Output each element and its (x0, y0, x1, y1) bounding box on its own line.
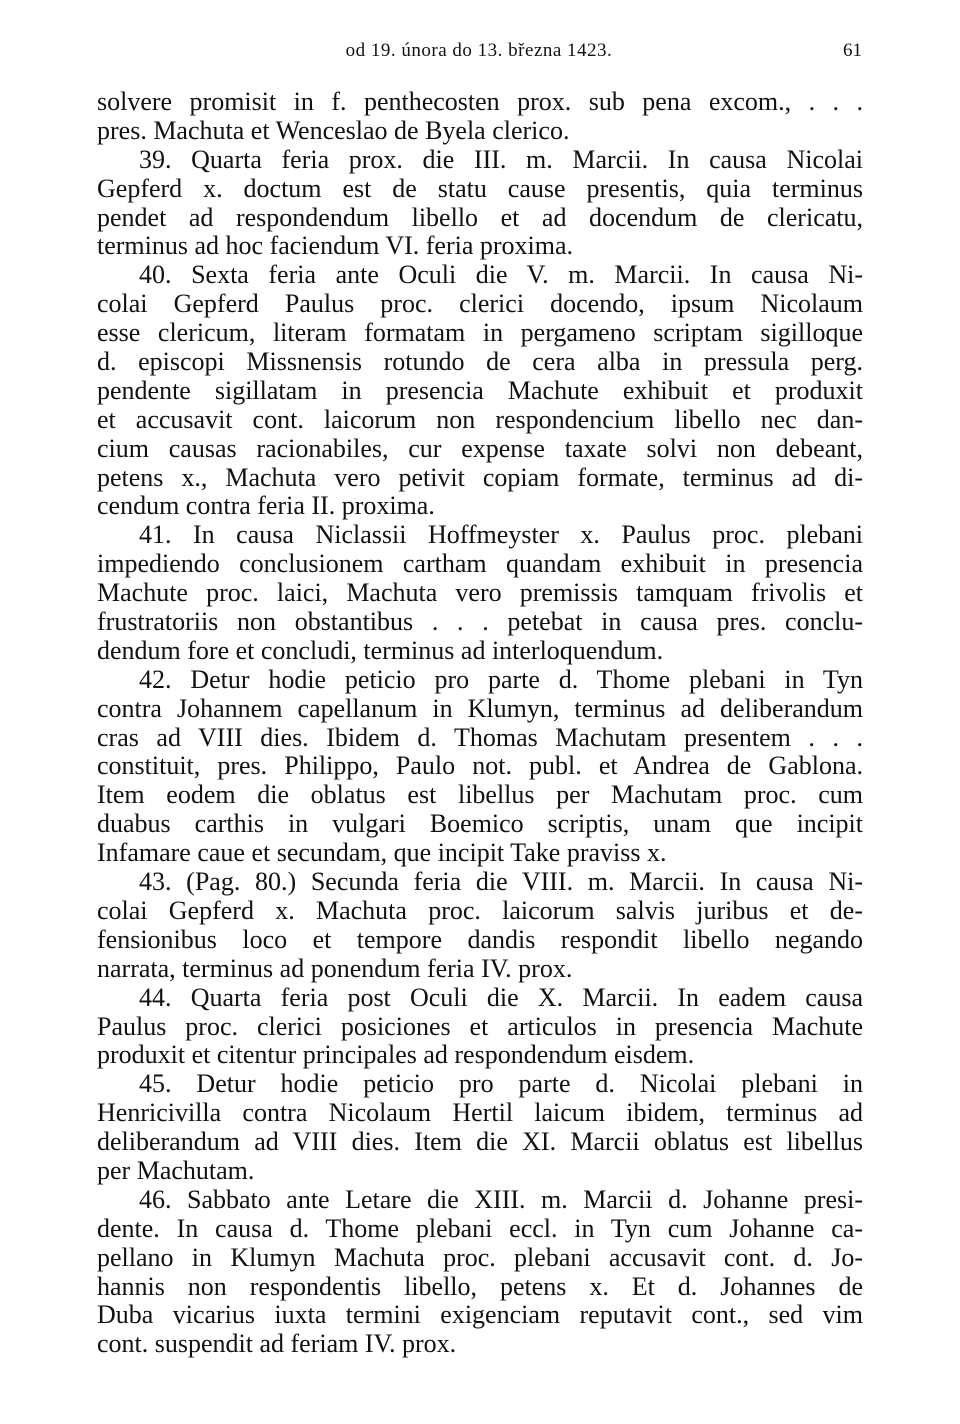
text-line: colai Gepferd x. Machuta proc. laicorum salvis juribus et de- (97, 895, 863, 925)
text-line: Infamare caue et secundam, que incipit Take praviss x. (97, 838, 667, 868)
text-line: Gepferd x. doctum est de statu cause presentis, quia terminus (97, 173, 863, 203)
text-line: dente. In causa d. Thome plebani eccl. in Tyn cum Johanne ca- (97, 1213, 863, 1243)
text-line: terminus ad hoc faciendum VI. feria proxima. (97, 231, 574, 261)
text-line: impediendo conclusionem cartham quandam exhibuit in presencia (97, 549, 863, 579)
text-line: Item eodem die oblatus est libellus per Machutam proc. cum (97, 780, 863, 810)
text-line: duabus carthis in vulgari Boemico scriptis, unam que incipit (97, 809, 863, 839)
text-line: pres. Machuta et Wenceslao de Byela clerico. (97, 115, 570, 145)
text-line: deliberandum ad VIII dies. Item die XI. Marcii oblatus est libellus (97, 1127, 863, 1157)
text-line: solvere promisit in f. penthecosten prox. sub pena excom., . . . (97, 87, 863, 116)
text-line: 43. (Pag. 80.) Secunda feria die VIII. m. Marcii. In causa Ni- (139, 867, 863, 897)
text-line: Paulus proc. clerici posiciones et articulos in presencia Machute (97, 1011, 863, 1041)
text-line: cont. suspendit ad feriam IV. prox. (97, 1329, 457, 1359)
text-line: Henricivilla contra Nicolaum Hertil laicum ibidem, terminus ad (97, 1098, 863, 1128)
text-line: cium causas racionabiles, cur expense taxate solvi non debeant, (97, 433, 863, 463)
text-line: cras ad VIII dies. Ibidem d. Thomas Machutam presentem . . . (97, 722, 863, 752)
text-line: per Machutam. (97, 1155, 255, 1185)
text-line: contra Johannem capellanum in Klumyn, terminus ad deliberandum (97, 693, 863, 723)
text-line: colai Gepferd Paulus proc. clerici docendo, ipsum Nicolaum (97, 289, 863, 319)
page-number: 61 (843, 40, 862, 61)
text-line: fensionibus loco et tempore dandis respondit libello negando (97, 924, 863, 954)
text-line: 39. Quarta feria prox. die III. m. Marcii. In causa Nicolai (139, 144, 863, 174)
text-line: Machute proc. laici, Machuta vero premissis tamquam frivolis et (97, 578, 863, 608)
running-title: od 19. února do 13. března 1423. (345, 40, 613, 61)
text-line: cendum contra feria II. proxima. (97, 491, 435, 521)
text-line: 41. In causa Niclassii Hoffmeyster x. Paulus proc. plebani (139, 520, 863, 550)
text-line: 40. Sexta feria ante Oculi die V. m. Marcii. In causa Ni- (139, 260, 863, 290)
text-line: dendum fore et concludi, terminus ad interloquendum. (97, 635, 664, 665)
text-line: narrata, terminus ad ponendum feria IV. prox. (97, 953, 573, 983)
text-line: 46. Sabbato ante Letare die XIII. m. Marcii d. Johanne presi- (139, 1184, 863, 1214)
text-line: 42. Detur hodie peticio pro parte d. Thome plebani in Tyn (139, 664, 863, 694)
running-head (96, 38, 862, 64)
text-line: esse clericum, literam formatam in pergameno scriptam sigilloque (97, 318, 863, 348)
text-line: d. episcopi Missnensis rotundo de cera alba in pressula perg. (97, 347, 863, 377)
text-line: pellano in Klumyn Machuta proc. plebani accusavit cont. d. Jo- (97, 1242, 863, 1272)
text-line: pendente sigillatam in presencia Machute exhibuit et produxit (97, 375, 863, 405)
text-line: 45. Detur hodie peticio pro parte d. Nicolai plebani in (139, 1069, 863, 1099)
text-line: hannis non respondentis libello, petens x. Et d. Johannes de (97, 1271, 863, 1301)
text-line: frustratoriis non obstantibus . . . petebat in causa pres. conclu- (97, 607, 863, 637)
body-text (97, 88, 863, 1359)
text-line: et accusavit cont. laicorum non respondencium libello nec dan- (97, 404, 863, 434)
text-line: pendet ad respondendum libello et ad docendum de clericatu, (97, 202, 863, 232)
text-line: 44. Quarta feria post Oculi die X. Marcii. In eadem causa (139, 982, 863, 1012)
text-line: petens x., Machuta vero petivit copiam formate, terminus ad di- (97, 462, 863, 492)
text-line: produxit et citentur principales ad respondendum eisdem. (97, 1040, 695, 1070)
text-line: Duba vicarius iuxta termini exigenciam reputavit cont., sed vim (97, 1300, 863, 1330)
text-line: constituit, pres. Philippo, Paulo not. publ. et Andrea de Gablona. (97, 751, 863, 781)
